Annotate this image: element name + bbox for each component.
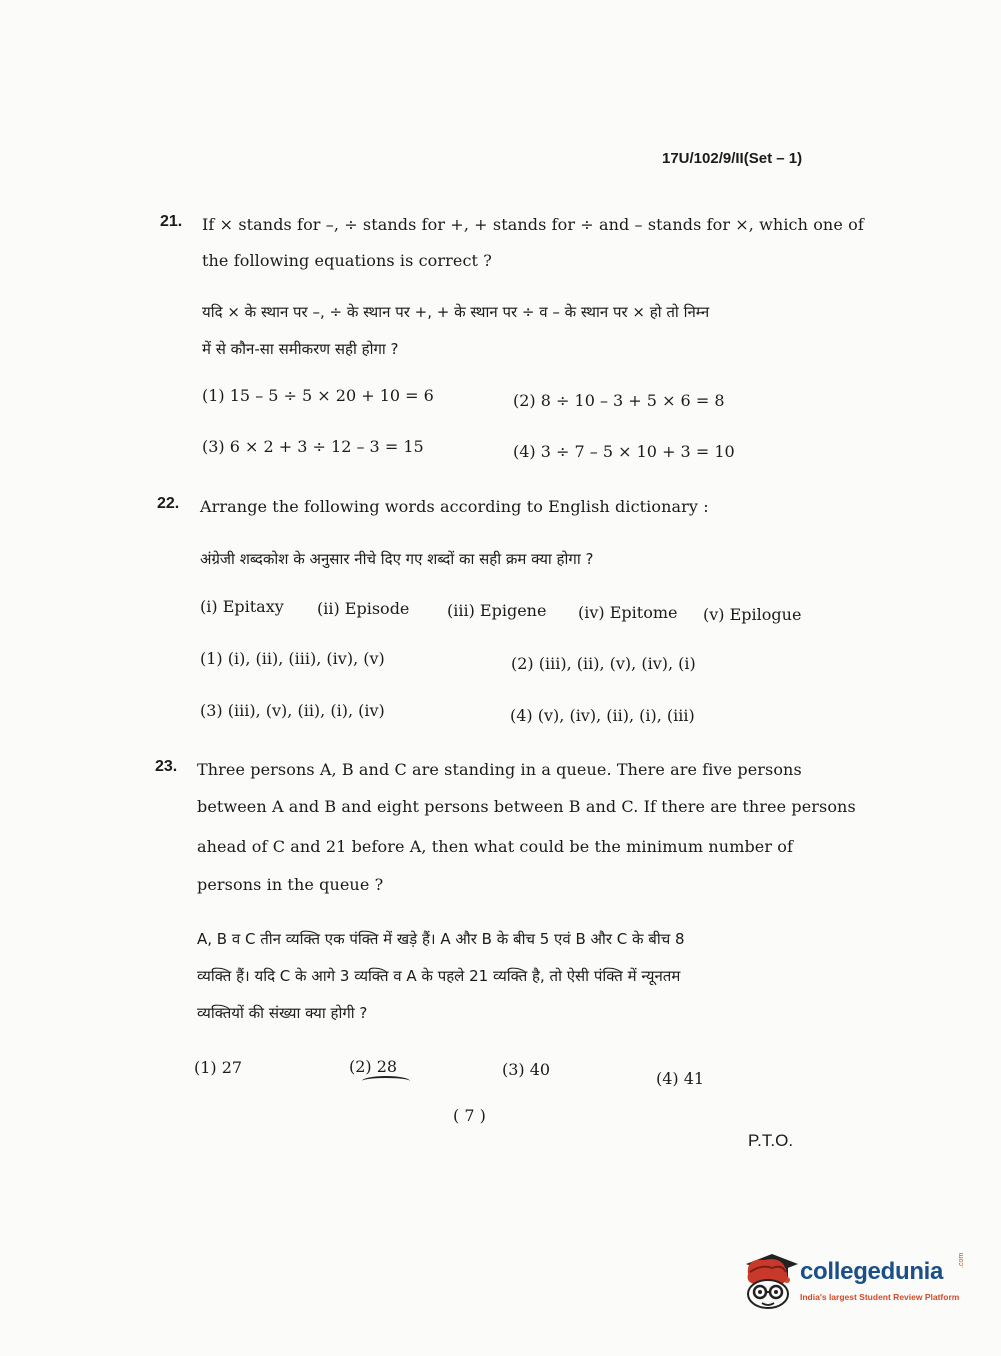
answer-option[interactable]: (4) (v), (iv), (ii), (i), (iii) bbox=[510, 706, 695, 725]
answer-option[interactable]: (2) (iii), (ii), (v), (iv), (i) bbox=[511, 654, 696, 673]
question-text-en: persons in the queue ? bbox=[197, 875, 384, 894]
answer-option[interactable]: (3) 6 × 2 + 3 ÷ 12 – 3 = 15 bbox=[202, 437, 424, 456]
paper-code: 17U/102/9/II(Set – 1) bbox=[662, 150, 803, 167]
question-text-en: between A and B and eight persons between B and C. If there are three persons bbox=[197, 797, 856, 816]
answer-option[interactable]: (4) 41 bbox=[656, 1069, 705, 1088]
question-text-en: If × stands for –, ÷ stands for +, + stands for ÷ and – stands for ×, which one of bbox=[202, 215, 864, 234]
question-number: 21. bbox=[160, 213, 183, 230]
question-text-hi: यदि × के स्थान पर –, ÷ के स्थान पर +, + के स्थान पर ÷ व – के स्थान पर × हो तो निम्न bbox=[202, 303, 710, 321]
answer-option[interactable]: (2) 28 bbox=[349, 1057, 398, 1076]
question-text-en: the following equations is correct ? bbox=[202, 251, 492, 270]
question-text-en: Three persons A, B and C are standing in a queue. There are five persons bbox=[197, 760, 802, 779]
answer-option[interactable]: (3) 40 bbox=[502, 1060, 551, 1079]
pto-label: P.T.O. bbox=[748, 1131, 794, 1150]
question-text-en: Arrange the following words according to English dictionary : bbox=[200, 497, 709, 516]
question-number: 22. bbox=[157, 495, 180, 512]
answer-option[interactable]: (3) (iii), (v), (ii), (i), (iv) bbox=[200, 701, 385, 720]
question-text-hi: A, B व C तीन व्यक्ति एक पंक्ति में खड़े हैं। A और B के बीच 5 एवं B और C के बीच 8 bbox=[197, 930, 685, 948]
question-text-hi: व्यक्तियों की संख्या क्या होगी ? bbox=[197, 1004, 368, 1022]
question-text-hi: में से कौन-सा समीकरण सही होगा ? bbox=[202, 340, 399, 358]
collegedunia-watermark bbox=[742, 1248, 972, 1318]
brand-name: collegedunia bbox=[800, 1258, 944, 1285]
mascot-icon bbox=[742, 1250, 800, 1312]
page-number: ( 7 ) bbox=[453, 1106, 486, 1125]
answer-option[interactable]: (2) 8 ÷ 10 – 3 + 5 × 6 = 8 bbox=[513, 391, 725, 410]
question-text-hi: अंग्रेजी शब्दकोश के अनुसार नीचे दिए गए शब्दों का सही क्रम क्या होगा ? bbox=[200, 550, 594, 568]
answer-option[interactable]: (4) 3 ÷ 7 – 5 × 10 + 3 = 10 bbox=[513, 442, 735, 461]
answer-option[interactable]: (1) 15 – 5 ÷ 5 × 20 + 10 = 6 bbox=[202, 386, 434, 405]
answer-option[interactable]: (1) (i), (ii), (iii), (iv), (v) bbox=[200, 649, 385, 668]
question-number: 23. bbox=[155, 758, 178, 775]
word-item: (iii) Epigene bbox=[447, 601, 547, 620]
pencil-underline-mark bbox=[362, 1076, 410, 1086]
word-item: (v) Epilogue bbox=[703, 605, 802, 624]
word-item: (ii) Episode bbox=[317, 599, 410, 618]
brand-dotcom: .com bbox=[958, 1252, 965, 1268]
question-text-hi: व्यक्ति हैं। यदि C के आगे 3 व्यक्ति व A के पहले 21 व्यक्ति है, तो ऐसी पंक्ति में न्यूनतम bbox=[197, 967, 681, 985]
answer-option[interactable]: (1) 27 bbox=[194, 1058, 243, 1077]
question-text-en: ahead of C and 21 before A, then what could be the minimum number of bbox=[197, 837, 794, 856]
word-item: (iv) Epitome bbox=[578, 603, 678, 622]
brand-tagline: India's largest Student Review Platform bbox=[800, 1292, 960, 1302]
word-item: (i) Epitaxy bbox=[200, 597, 284, 616]
